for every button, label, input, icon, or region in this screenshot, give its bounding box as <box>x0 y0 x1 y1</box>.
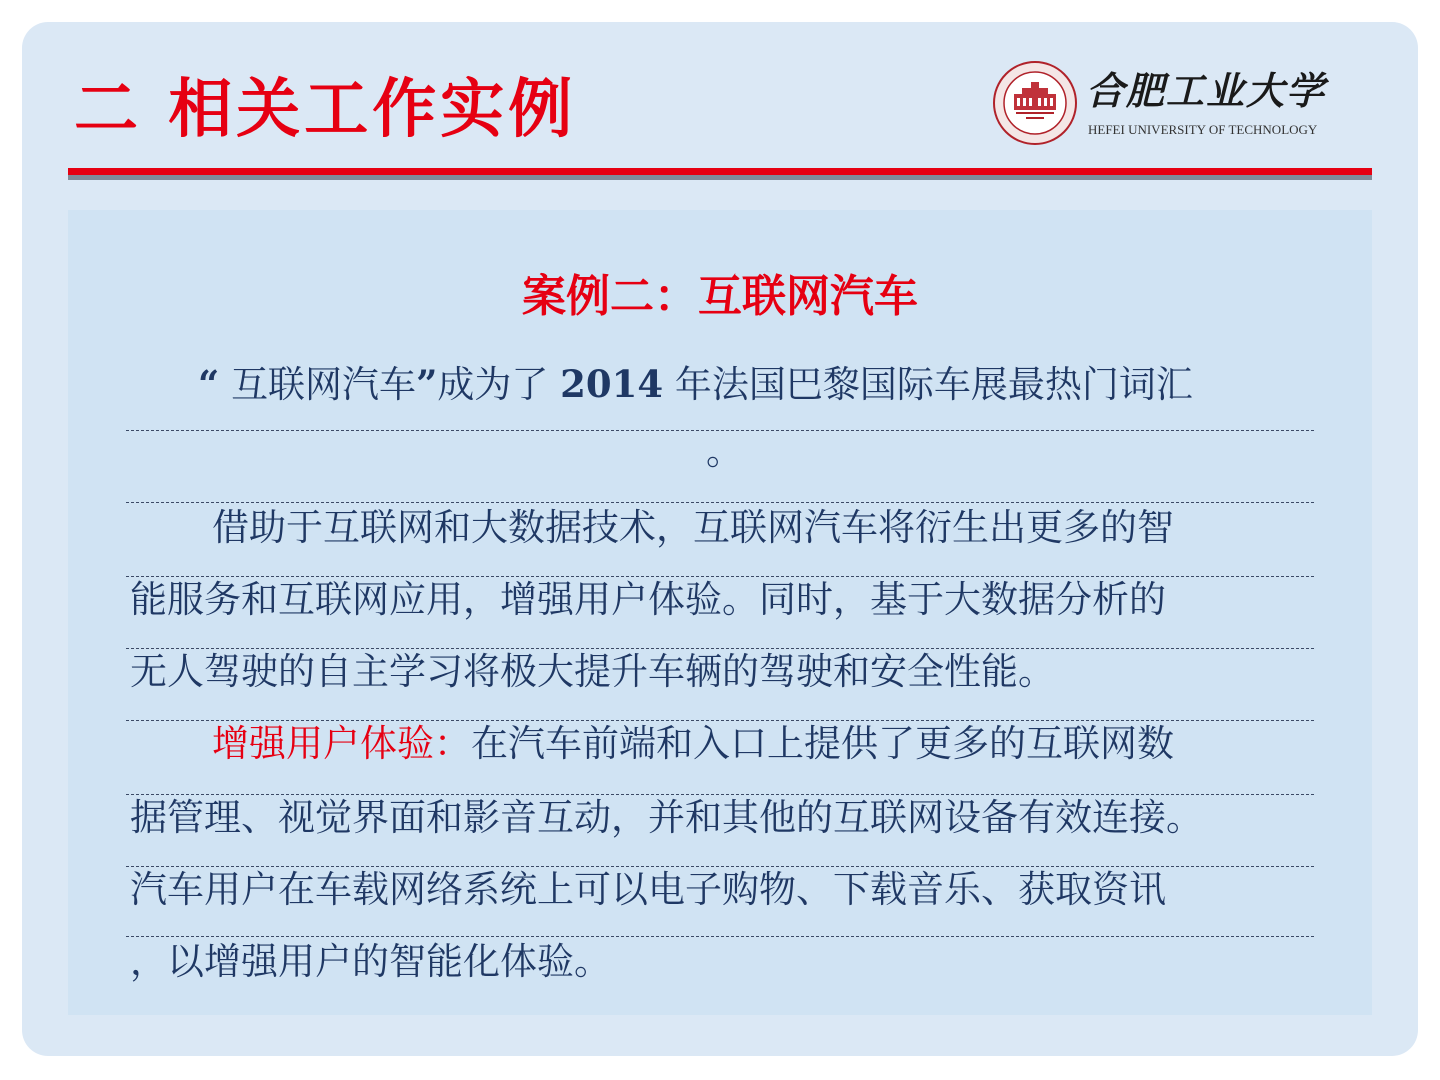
quote-open: “ <box>198 362 220 406</box>
para3-line3: 汽车用户在车载网络系统上可以电子购物、下载音乐、获取资讯 <box>130 868 1166 911</box>
university-name-cn: 合肥工业大学 <box>1086 68 1327 113</box>
para3-line1-rest: 在汽车前端和入口上提供了更多的互联网数 <box>471 722 1174 765</box>
dashed-rule <box>126 936 1314 937</box>
quote-close: ” <box>416 362 438 406</box>
para1-term: 互联网汽车 <box>231 363 417 406</box>
title-divider-gray <box>68 175 1372 180</box>
para2-line1: 借助于互联网和大数据技术，互联网汽车将衍生出更多的智 <box>212 506 1174 549</box>
title-divider-red <box>68 168 1372 175</box>
para3-line4: ，以增强用户的智能化体验。 <box>130 940 611 983</box>
para2-line2: 能服务和互联网应用，增强用户体验。同时，基于大数据分析的 <box>130 578 1166 621</box>
page-title: 二 相关工作实例 <box>74 73 577 147</box>
para3-highlight: 增强用户体验： <box>212 722 471 765</box>
university-seal-icon <box>992 60 1078 146</box>
para1-seg3: 年法国巴黎国际车展最热门词汇 <box>674 363 1193 406</box>
para3-line2: 据管理、视觉界面和影音互动，并和其他的互联网设备有效连接。 <box>130 796 1203 839</box>
case-title: 案例二：互联网汽车 <box>522 271 918 322</box>
university-logo <box>992 60 1372 150</box>
para3-line1 <box>212 720 1174 768</box>
para2-line3: 无人驾驶的自主学习将极大提升车辆的驾驶和安全性能。 <box>130 650 1055 693</box>
para1-line1 <box>198 360 1193 409</box>
para1-line2: 。 <box>706 430 743 473</box>
university-name-en: HEFEI UNIVERSITY OF TECHNOLOGY <box>1088 122 1318 137</box>
para1-seg2: 成为了 <box>437 363 549 406</box>
para1-year: 2014 <box>560 362 664 406</box>
dashed-rule <box>126 502 1314 503</box>
